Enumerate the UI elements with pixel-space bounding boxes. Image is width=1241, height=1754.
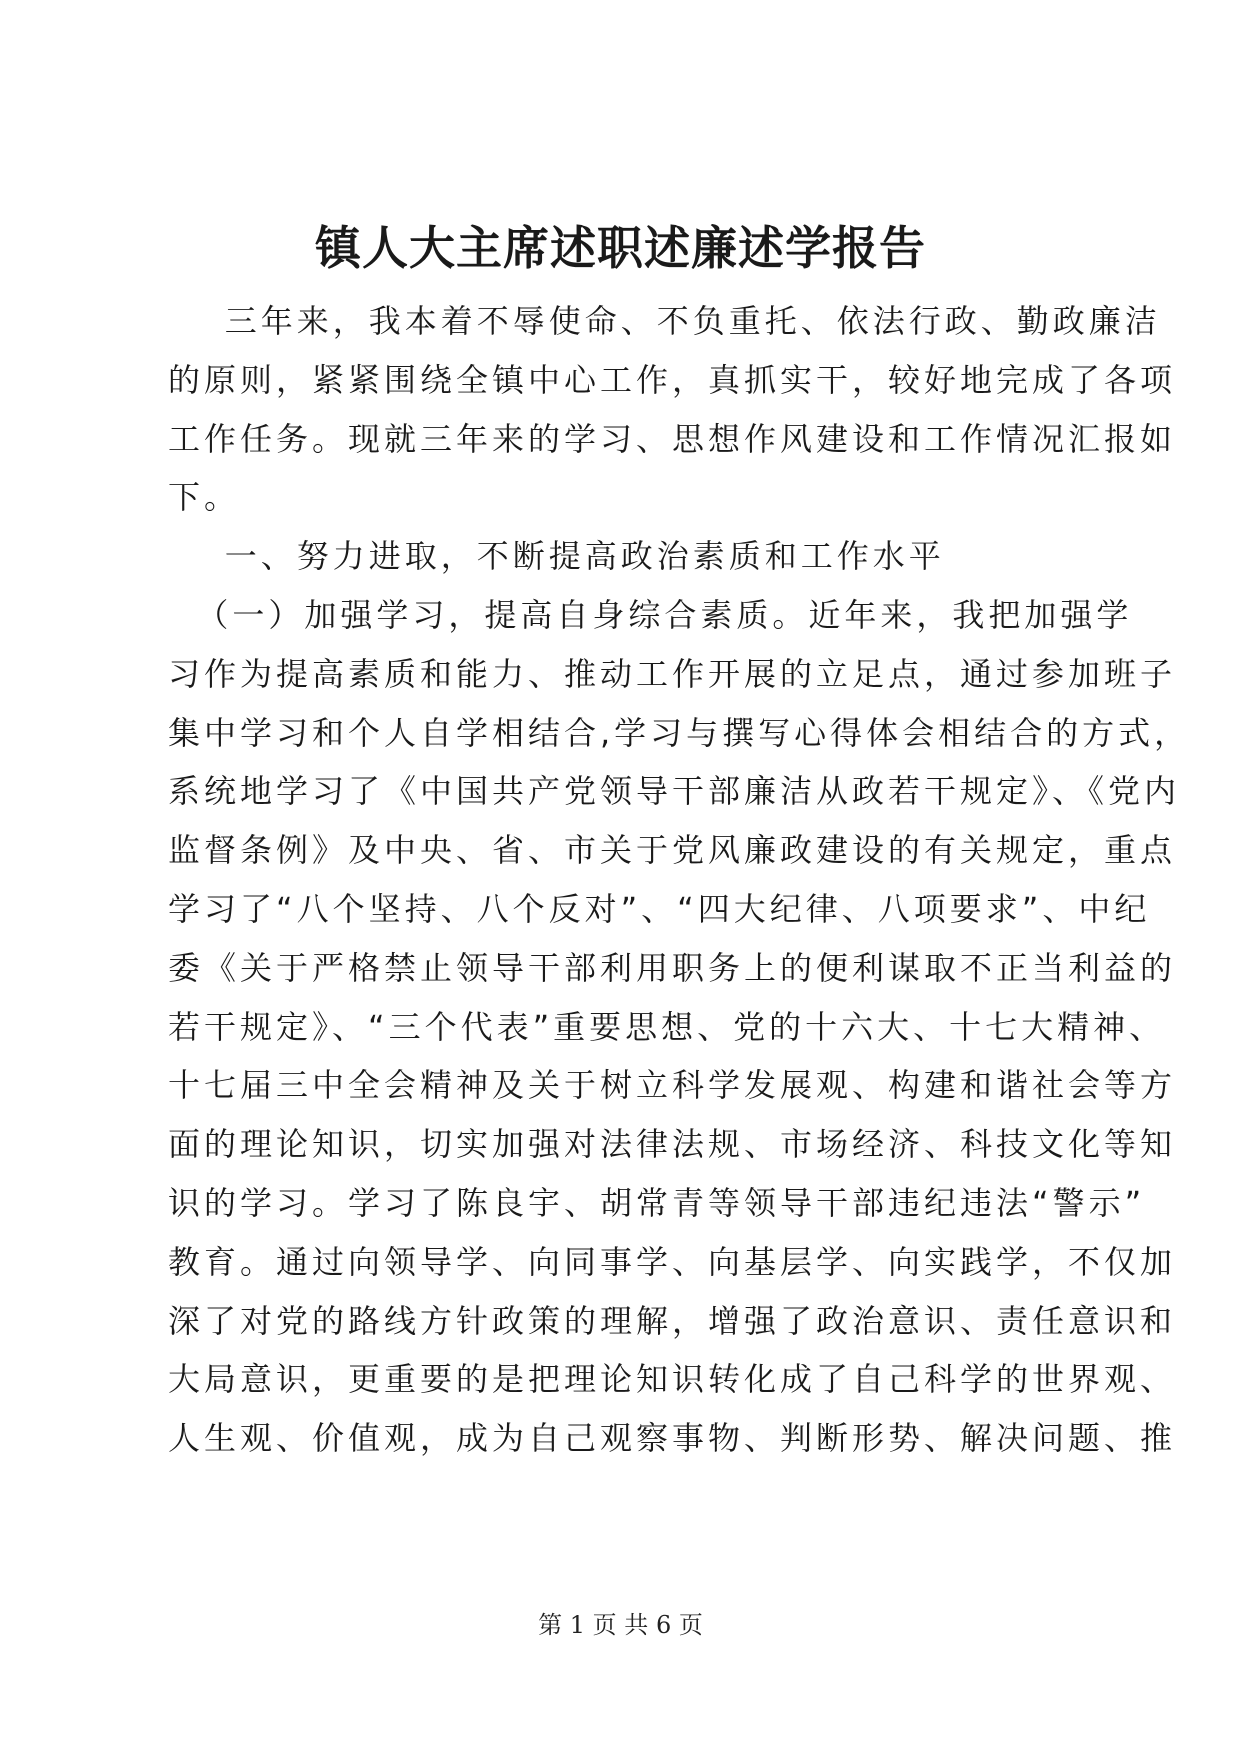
text-line: 十七届三中全会精神及关于树立科学发展观、构建和谐社会等方	[168, 1066, 1177, 1105]
text-line: 集中学习和个人自学相结合,学习与撰写心得体会相结合的方式，	[168, 713, 1191, 752]
section-heading: 一、努力进取，不断提高政治素质和工作水平	[168, 537, 945, 576]
text-line: 若干规定》、“三个代表”重要思想、党的十六大、十七大精神、	[168, 1007, 1166, 1046]
text-line: 工作任务。现就三年来的学习、思想作风建设和工作情况汇报如	[168, 419, 1177, 458]
text-line: 大局意识，更重要的是把理论知识转化成了自己科学的世界观、	[168, 1360, 1177, 1399]
text-line: 人生观、价值观，成为自己观察事物、判断形势、解决问题、推	[168, 1419, 1177, 1458]
text-line: 下。	[168, 478, 241, 517]
text-line: 教育。通过向领导学、向同事学、向基层学、向实践学，不仅加	[168, 1242, 1177, 1281]
page-number: 第 1 页 共 6 页	[538, 1611, 703, 1639]
document-title: 镇人大主席述职述廉述学报告	[315, 221, 926, 275]
text-line: 的原则，紧紧围绕全镇中心工作，真抓实干，较好地完成了各项	[168, 360, 1177, 399]
text-line: 三年来，我本着不辱使命、不负重托、依法行政、勤政廉洁	[168, 302, 1161, 340]
text-line: 委《关于严格禁止领导干部利用职务上的便利谋取不正当利益的	[168, 948, 1177, 987]
text-line: 系统地学习了《中国共产党领导干部廉洁从政若干规定》、《党内	[168, 772, 1181, 811]
text-line: 深了对党的路线方针政策的理解，增强了政治意识、责任意识和	[168, 1301, 1177, 1340]
document-body	[168, 292, 1191, 1468]
text-line: 监督条例》及中央、省、市关于党风廉政建设的有关规定，重点	[168, 831, 1177, 870]
text-line: 学习了“八个坚持、八个反对”、“四大纪律、八项要求”、中纪	[168, 889, 1151, 928]
text-line: 面的理论知识，切实加强对法律法规、市场经济、科技文化等知	[168, 1125, 1177, 1164]
text-line: （一）加强学习，提高自身综合素质。近年来，我把加强学	[168, 595, 1133, 634]
text-line: 识的学习。学习了陈良宇、胡常青等领导干部违纪违法“警示”	[168, 1183, 1146, 1222]
text-line: 习作为提高素质和能力、推动工作开展的立足点，通过参加班子	[168, 654, 1177, 693]
